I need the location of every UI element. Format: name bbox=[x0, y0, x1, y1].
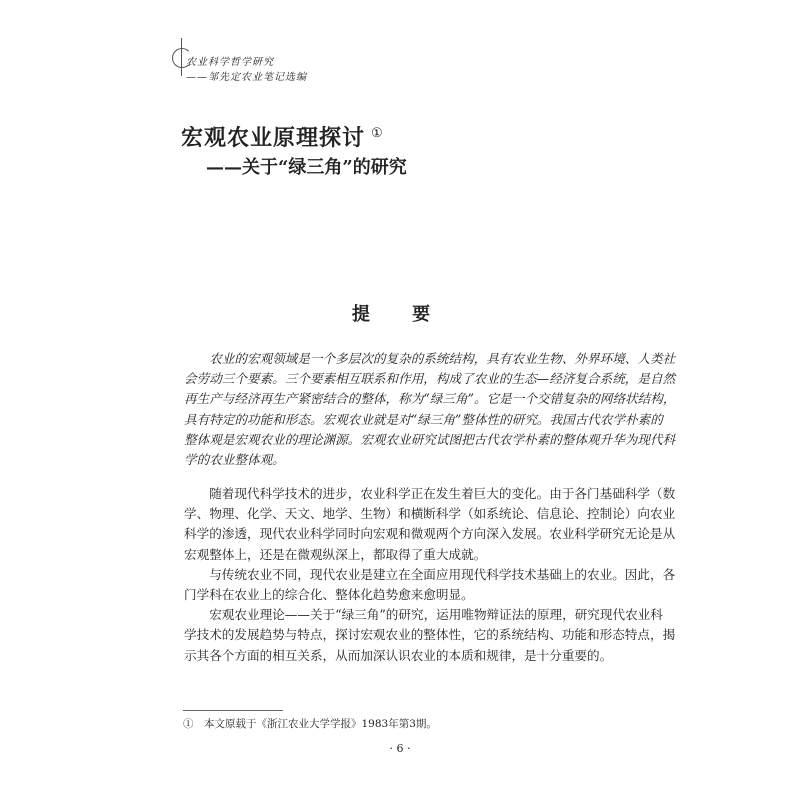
chapter-title bbox=[181, 121, 384, 152]
abstract-heading: 提 要 bbox=[351, 304, 449, 325]
text-line: 示其各个方面的相互关系，从而加深认识农业的本质和规律，是十分重要的。 bbox=[184, 647, 613, 663]
text-line: 科学的渗透，现代农业科学同时向宏观和微观两个方向深入发展。农业科学研究无论是从 bbox=[184, 526, 676, 542]
body-text bbox=[184, 484, 676, 666]
text-line: 宏观农业理论——关于“绿三角”的研究，运用唯物辩证法的原理，研究现代农业科 bbox=[184, 607, 663, 623]
chapter-title-text: 宏观农业原理探讨 bbox=[181, 125, 366, 151]
running-header-subseries: ——邹先定农业笔记选编 bbox=[186, 72, 307, 83]
text-line: 具有特定的功能和形态。宏观农业就是对“绿三角”整体性的研究。我国古代农学朴素的 bbox=[184, 411, 663, 427]
text-line: 会劳动三个要素。三个要素相互联系和作用，构成了农业的生态—经济复合系统，是自然 bbox=[184, 371, 676, 387]
running-header-series: 农业科学哲学研究 bbox=[186, 57, 274, 68]
text-line: 宏观整体上，还是在微观纵深上，都取得了重大成就。 bbox=[184, 546, 487, 562]
text-line: 随着现代科学技术的进步，农业科学正在发生着巨大的变化。由于各门基础科学（数 bbox=[184, 486, 676, 501]
abstract-paragraph bbox=[184, 349, 676, 470]
page-number: · 6 · bbox=[389, 742, 411, 755]
text-line: 学的农业整体观。 bbox=[184, 452, 285, 468]
footnote-divider bbox=[183, 710, 283, 711]
footnote-marker: ① bbox=[371, 125, 384, 141]
text-line: 再生产与经济再生产紧密结合的整体，称为“绿三角”。它是一个交错复杂的网络状结构， bbox=[184, 391, 676, 407]
text-line: 农业的宏观领域是一个多层次的复杂的系统结构，具有农业生物、外界环境、人类社 bbox=[184, 351, 676, 366]
text-line: 学技术的发展趋势与特点，探讨宏观农业的整体性，它的系统结构、功能和形态特点，揭 bbox=[184, 627, 676, 643]
footnote: ① 本文原载于《浙江农业大学学报》1983年第3期。 bbox=[183, 718, 437, 730]
text-line: 整体观是宏观农业的理论渊源。宏观农业研究试图把古代农学朴素的整体观升华为现代科 bbox=[184, 431, 676, 447]
text-line: 与传统农业不同，现代农业是建立在全面应用现代科学技术基础上的农业。因此，各 bbox=[184, 566, 676, 582]
chapter-subtitle: ——关于“绿三角”的研究 bbox=[206, 157, 407, 178]
text-line: 学、物理、化学、天文、地学、生物）和横断科学（如系统论、信息论、控制论）向农业 bbox=[184, 506, 676, 522]
text-line: 门学科在农业上的综合化、整体化趋势愈来愈明显。 bbox=[184, 587, 474, 603]
